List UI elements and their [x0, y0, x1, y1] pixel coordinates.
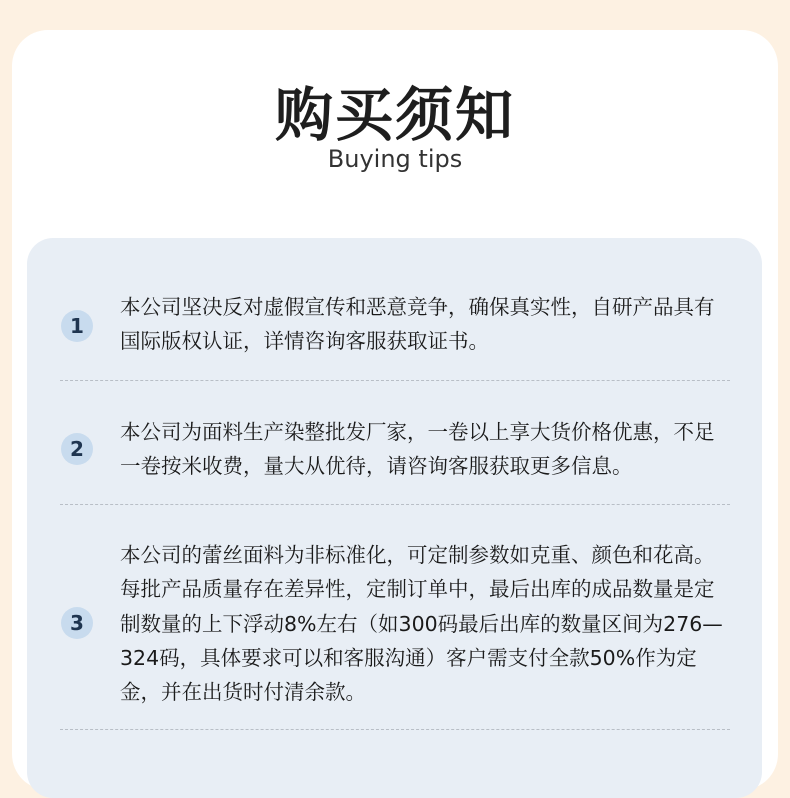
divider — [60, 504, 730, 505]
tip-text: 本公司坚决反对虚假宣传和恶意竞争，确保真实性，自研产品具有国际版权认证，详情咨询客服获取证书。 — [120, 295, 715, 354]
number-badge: 1 — [61, 310, 93, 342]
page-title: 购买须知 — [274, 81, 515, 149]
page-subtitle: Buying tips — [327, 145, 463, 173]
tip-text: 本公司的蕾丝面料为非标准化，可定制参数如克重、颜色和花高。每批产品质量存在差异性，定制订单中，最后出库的成品数量是定制数量的上下浮动8%左右（如300码最后出库的数量区间为276—324码，具体要求可以和客服沟通）客户需支付全款50%作为定金，并在出货时付清余款。 — [120, 543, 723, 705]
number-badge: 2 — [61, 433, 93, 465]
divider — [60, 380, 730, 381]
divider — [60, 729, 730, 730]
tip-text: 本公司为面料生产染整批发厂家，一卷以上享大货价格优惠，不足一卷按米收费，量大从优待，请咨询客服获取更多信息。 — [120, 420, 715, 479]
number-badge: 3 — [61, 607, 93, 639]
